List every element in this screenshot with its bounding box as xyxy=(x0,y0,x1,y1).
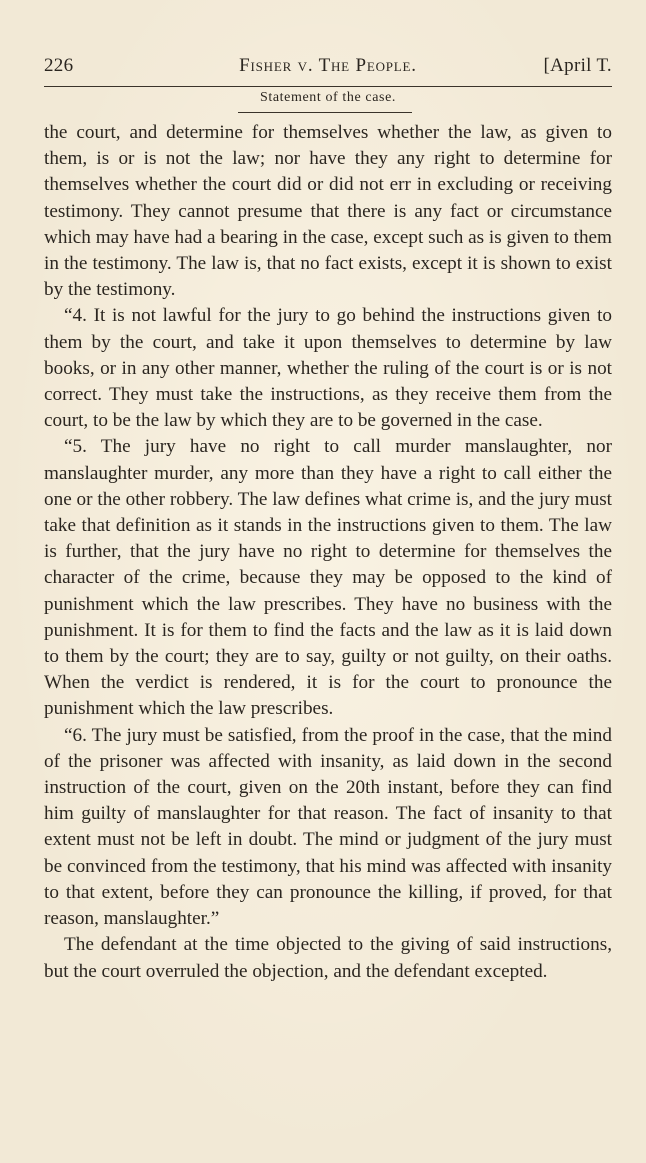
section-heading: Statement of the case. xyxy=(259,90,397,105)
header-rule xyxy=(44,86,612,87)
case-title: Fisher v. The People. xyxy=(239,55,417,76)
page-number: 226 xyxy=(44,55,74,76)
paragraph-objection: The defendant at the time objected to the giving of said instructions, but the court overruled the objection, and the defendant excepted. xyxy=(44,934,612,982)
paragraph-instruction-5: “5. The jury have no right to call murder manslaughter, nor manslaughter murder, any more than they have a right to call either the one or the other robbery. The law defines what crime is, and the jury must take that definition as it stands in the instructions given to them. The law is further, that the jury have no right to determine for themselves the character of the crime, because they may be opposed to the kind of punishment which the law prescribes. They have no business with the punishment. It is for them to find the facts and the law as it is laid down to them by the court; they are to say, guilty or not guilty, on their oaths. When the verdict is rendered, it is for the court to pronounce the punishment which the law prescribes. xyxy=(44,436,612,720)
paragraph-instruction-6: “6. The jury must be satisfied, from the proof in the case, that the mind of the prisoner was affected with insanity, as laid down in the second instruction of the court, given on the 20th instant, before they can find him guilty of manslaughter for that reason. The fact of insanity to that extent must not be left in doubt. The mind or judgment of the jury must be convinced from the testimony, that his mind was affected with insanity to that extent, before they can pronounce the killing, if proved, for that reason, manslaughter.” xyxy=(44,724,612,930)
paragraph-continuation: the court, and determine for themselves whether the law, as given to them, is or is not the law; nor have they any right to determine for themselves whether the court did or did not err in excluding or receiving testimony. They cannot presume that there is any fact or circumstance which may have had a bearing in the case, except such as is given to them in the testimony. The law is, that no fact exists, except it is shown to exist by the testimony. xyxy=(44,122,612,301)
term-label: [April T. xyxy=(543,55,612,76)
paragraph-instruction-4: “4. It is not lawful for the jury to go behind the instructions given to them by the court, and take it upon themselves to determine by law books, or in any other manner, whether the ruling of the court is or is not correct. They must take the instructions, as they receive them from the court, to be the law by which they are to be governed in the case. xyxy=(44,305,612,432)
body-text xyxy=(44,120,612,985)
running-head xyxy=(44,55,612,83)
section-rule xyxy=(238,112,412,113)
